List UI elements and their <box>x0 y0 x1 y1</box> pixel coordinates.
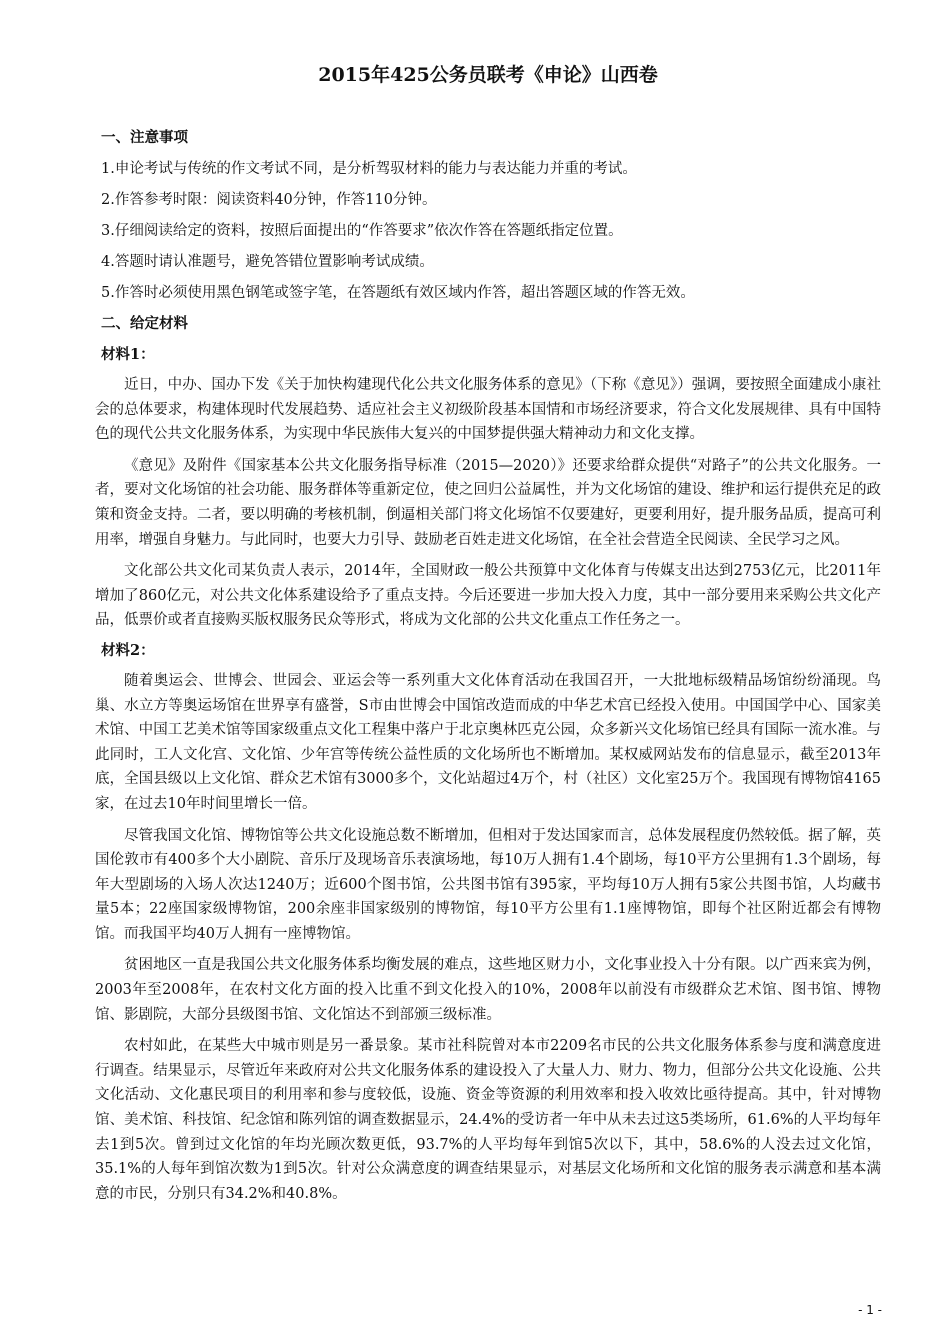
material-1-paragraph: 《意见》及附件《国家基本公共文化服务指导标准（2015—2020）》还要求给群众提供“对路子”的公共文化服务。一者，要对文化场馆的社会功能、服务群体等重新定位，使之回归公益属性，并为文化场馆的建设、维护和运行提供充足的政策和资金支持。二者，要以明确的考核机制，倒逼相关部门将文化场馆不仅要建好，更要利用好，提升服务品质，提高可利用率，增强自身魅力。与此同时，也要大力引导、鼓励老百姓走进文化场馆，在全社会营造全民阅读、全民学习之风。 <box>95 457 881 548</box>
material-1-label: 材料1： <box>101 346 155 363</box>
material-1-paragraph: 文化部公共文化司某负责人表示，2014年，全国财政一般公共预算中文化体育与传媒支出达到2753亿元，比2011年增加了860亿元，对公共文化体系建设给予了重点支持。今后还要进一步加大投入力度，其中一部分要用来采购公共文化产品，低票价或者直接购买版权服务民众等形式，将成为文化部的公共文化重点工作任务之一。 <box>95 563 881 629</box>
section-heading-notes: 一、注意事项 <box>101 129 188 146</box>
material-2-paragraph: 农村如此，在某些大中城市则是另一番景象。某市社科院曾对本市2209名市民的公共文化服务体系参与度和满意度进行调查。结果显示，尽管近年来政府对公共文化服务体系的建设投入了大量人力、财力、物力，但部分公共文化设施、公共文化活动、文化惠民项目的利用率和参与度较低，设施、资金等资源的利用效率和投入收效比亟待提高。其中，针对博物馆、美术馆、科技馆、纪念馆和陈列馆的调查数据显示，24.4%的受访者一年中从未去过这5类场所，61.6%的人平均每年去1到5次。曾到过文化馆的年均光顾次数更低，93.7%的人平均每年到馆5次以下，其中，58.6%的人没去过文化馆，35.1%的人每年到馆次数为1到5次。针对公众满意度的调查结果显示，对基层文化场所和文化馆的服务表示满意和基本满意的市民，分别只有34.2%和40.8%。 <box>95 1038 881 1202</box>
document-body <box>95 127 881 1213</box>
material-2-label: 材料2： <box>101 641 155 659</box>
note-item: 1.申论考试与传统的作文考试不同，是分析驾驭材料的能力与表达能力并重的考试。 <box>101 161 637 177</box>
note-item: 5.作答时必须使用黑色钢笔或签字笔，在答题纸有效区域内作答，超出答题区域的作答无效。 <box>101 285 695 301</box>
page-number: - 1 - <box>858 1303 882 1317</box>
note-item: 4.答题时请认准题号，避免答错位置影响考试成绩。 <box>101 254 434 270</box>
material-2-paragraph: 贫困地区一直是我国公共文化服务体系均衡发展的难点，这些地区财力小，文化事业投入十分有限。以广西来宾为例，2003年至2008年，在农村文化方面的投入比重不到文化投入的10%，2008年以前没有市级群众艺术馆、图书馆、博物馆、影剧院，大部分县级图书馆、文化馆达不到部颁三级标准。 <box>95 957 881 1023</box>
material-2-paragraph: 尽管我国文化馆、博物馆等公共文化设施总数不断增加，但相对于发达国家而言，总体发展程度仍然较低。据了解，英国伦敦市有400多个大小剧院、音乐厅及现场音乐表演场地，每10万人拥有1.4个剧场，每10平方公里拥有1.3个剧场，每年大型剧场的入场人次达1240万；近600个图书馆，公共图书馆有395家，平均每10万人拥有5家公共图书馆，人均藏书量5本；22座国家级博物馆，200余座非国家级别的博物馆，每10平方公里有1.1座博物馆，即每个社区附近都会有博物馆。而我国平均40万人拥有一座博物馆。 <box>95 827 881 942</box>
note-item: 2.作答参考时限：阅读资料40分钟，作答110分钟。 <box>101 192 437 208</box>
document-title: 2015年425公务员联考《申论》山西卷 <box>318 64 658 86</box>
material-2-paragraph: 随着奥运会、世博会、世园会、亚运会等一系列重大文化体育活动在我国召开，一大批地标级精品场馆纷纷涌现。鸟巢、水立方等奥运场馆在世界享有盛誉，S市由世博会中国馆改造而成的中华艺术宫已经投入使用。中国国学中心、国家美术馆、中国工艺美术馆等国家级重点文化工程集中落户于北京奥林匹克公园，众多新兴文化场馆已经具有国际一流水准。与此同时，工人文化宫、文化馆、少年宫等传统公益性质的文化场所也不断增加。某权威网站发布的信息显示，截至2013年底，全国县级以上文化馆、群众艺术馆有3000多个，文化站超过4万个，村（社区）文化室25万个。我国现有博物馆4165家，在过去10年时间里增长一倍。 <box>95 672 881 812</box>
material-1-paragraph: 近日，中办、国办下发《关于加快构建现代化公共文化服务体系的意见》（下称《意见》）强调，要按照全面建成小康社会的总体要求，构建体现时代发展趋势、适应社会主义初级阶段基本国情和市场经济要求，符合文化发展规律、具有中国特色的现代公共文化服务体系，为实现中华民族伟大复兴的中国梦提供强大精神动力和文化支撑。 <box>95 377 881 443</box>
note-item: 3.仔细阅读给定的资料，按照后面提出的“作答要求”依次作答在答题纸指定位置。 <box>101 223 623 239</box>
section-heading-materials: 二、给定材料 <box>101 315 188 332</box>
